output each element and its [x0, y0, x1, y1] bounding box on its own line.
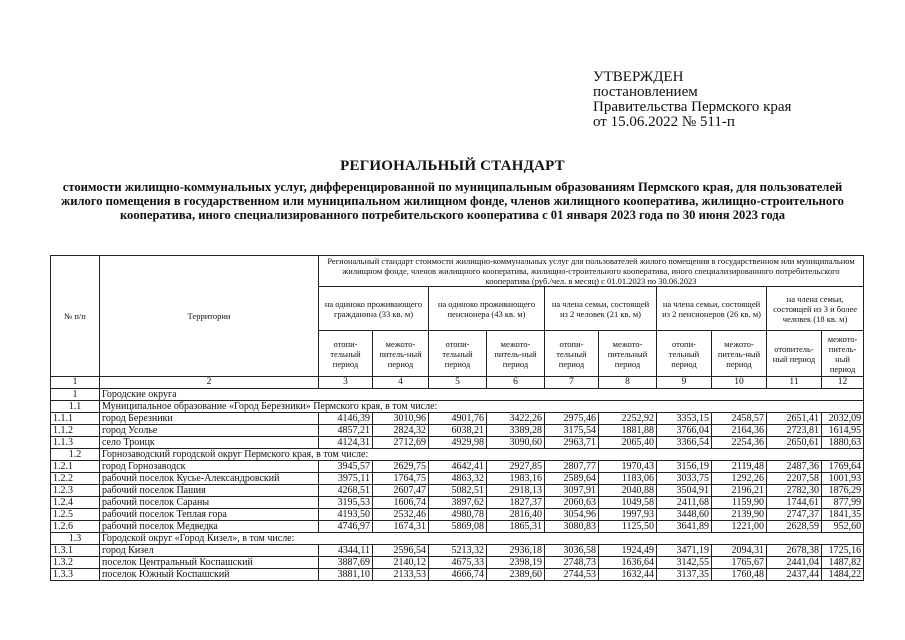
row-index: 1.2.6	[51, 521, 100, 533]
value-cell: 1183,06	[599, 473, 657, 485]
value-cell: 2458,57	[712, 413, 767, 425]
value-cell: 1827,37	[487, 497, 545, 509]
value-cell: 5869,08	[429, 521, 487, 533]
value-cell: 2119,48	[712, 461, 767, 473]
row-index: 1.1	[51, 401, 100, 413]
row-territory: город Кизел	[100, 545, 319, 557]
table-row	[51, 461, 864, 473]
value-cell: 4746,97	[319, 521, 373, 533]
row-index: 1.3	[51, 533, 100, 545]
value-cell: 2139,90	[712, 509, 767, 521]
header-period: отопитель-ный период	[767, 331, 822, 377]
table-row	[51, 485, 864, 497]
value-cell: 3090,60	[487, 437, 545, 449]
value-cell: 1983,16	[487, 473, 545, 485]
row-territory: рабочий поселок Теплая гора	[100, 509, 319, 521]
column-number: 9	[657, 377, 712, 389]
value-cell: 1865,31	[487, 521, 545, 533]
table-row	[51, 509, 864, 521]
header-period: межото-пительный период	[599, 331, 657, 377]
value-cell: 2678,38	[767, 545, 822, 557]
value-cell: 1125,50	[599, 521, 657, 533]
document-title: РЕГИОНАЛЬНЫЙ СТАНДАРТ	[340, 158, 565, 174]
table-row	[51, 569, 864, 581]
value-cell: 3422,26	[487, 413, 545, 425]
value-cell: 3881,10	[319, 569, 373, 581]
header-period: межото-питель-ный период	[373, 331, 429, 377]
value-cell: 2807,77	[545, 461, 599, 473]
value-cell: 3353,15	[657, 413, 712, 425]
column-number: 4	[373, 377, 429, 389]
value-cell: 5082,51	[429, 485, 487, 497]
value-cell: 4124,31	[319, 437, 373, 449]
header-period: отопи-тельный период	[429, 331, 487, 377]
value-cell: 1760,48	[712, 569, 767, 581]
column-number: 1	[51, 377, 100, 389]
value-cell: 2782,30	[767, 485, 822, 497]
value-cell: 1614,95	[822, 425, 864, 437]
header-category: на члена семьи, состоящей из 3 и более человек (18 кв. м)	[767, 287, 864, 331]
value-cell: 2140,12	[373, 557, 429, 569]
header-period: межото-питель-ный период	[712, 331, 767, 377]
value-cell: 3033,75	[657, 473, 712, 485]
row-territory: Горнозаводский городской округ Пермского края, в том числе:	[100, 449, 864, 461]
value-cell: 2936,18	[487, 545, 545, 557]
row-index: 1.2.1	[51, 461, 100, 473]
header-category: на одиноко проживающего гражданина (33 кв. м)	[319, 287, 429, 331]
value-cell: 1997,93	[599, 509, 657, 521]
column-number: 6	[487, 377, 545, 389]
value-cell: 2032,09	[822, 413, 864, 425]
value-cell: 1159,90	[712, 497, 767, 509]
value-cell: 1841,35	[822, 509, 864, 521]
header-category: на члена семьи, состоящей из 2 пенсионеров (26 кв. м)	[657, 287, 767, 331]
value-cell: 4642,41	[429, 461, 487, 473]
value-cell: 1606,74	[373, 497, 429, 509]
value-cell: 2824,32	[373, 425, 429, 437]
header-period: отопи-тельный период	[657, 331, 712, 377]
table-row	[51, 473, 864, 485]
table-row	[51, 521, 864, 533]
value-cell: 1924,49	[599, 545, 657, 557]
row-index: 1.3.1	[51, 545, 100, 557]
value-cell: 1970,43	[599, 461, 657, 473]
value-cell: 3504,91	[657, 485, 712, 497]
row-index: 1.2.3	[51, 485, 100, 497]
table-row	[51, 437, 864, 449]
value-cell: 1876,29	[822, 485, 864, 497]
value-cell: 1221,00	[712, 521, 767, 533]
value-cell: 2744,53	[545, 569, 599, 581]
section-row	[51, 401, 864, 413]
table-row	[51, 545, 864, 557]
value-cell: 4863,32	[429, 473, 487, 485]
value-cell: 2196,21	[712, 485, 767, 497]
value-cell: 2607,47	[373, 485, 429, 497]
standard-table	[50, 255, 864, 581]
value-cell: 2596,54	[373, 545, 429, 557]
value-cell: 4193,50	[319, 509, 373, 521]
value-cell: 1744,61	[767, 497, 822, 509]
value-cell: 1001,93	[822, 473, 864, 485]
value-cell: 3156,19	[657, 461, 712, 473]
value-cell: 2650,61	[767, 437, 822, 449]
value-cell: 1765,67	[712, 557, 767, 569]
approval-stamp	[593, 70, 791, 130]
value-cell: 2589,64	[545, 473, 599, 485]
value-cell: 3137,35	[657, 569, 712, 581]
value-cell: 2252,92	[599, 413, 657, 425]
value-cell: 2816,40	[487, 509, 545, 521]
row-territory: город Березники	[100, 413, 319, 425]
header-period: межото-питель-ный период	[487, 331, 545, 377]
value-cell: 3641,89	[657, 521, 712, 533]
value-cell: 3097,91	[545, 485, 599, 497]
value-cell: 2747,37	[767, 509, 822, 521]
value-cell: 2487,36	[767, 461, 822, 473]
header-category: на члена семьи, состоящей из 2 человек (21 кв. м)	[545, 287, 657, 331]
row-index: 1.3.2	[51, 557, 100, 569]
header-category: на одиноко проживающего пенсионера (43 кв. м)	[429, 287, 545, 331]
value-cell: 4675,33	[429, 557, 487, 569]
row-territory: рабочий поселок Медведка	[100, 521, 319, 533]
header-period: межото-питель-ный период	[822, 331, 864, 377]
header-num: № п/п	[51, 256, 100, 377]
row-territory: рабочий поселок Сараны	[100, 497, 319, 509]
header-period: отопи-тельный период	[545, 331, 599, 377]
table-row	[51, 425, 864, 437]
row-index: 1.1.1	[51, 413, 100, 425]
row-index: 1.1.3	[51, 437, 100, 449]
row-index: 1	[51, 389, 100, 401]
value-cell: 2748,73	[545, 557, 599, 569]
value-cell: 2164,36	[712, 425, 767, 437]
column-number: 5	[429, 377, 487, 389]
column-number: 12	[822, 377, 864, 389]
row-index: 1.2.5	[51, 509, 100, 521]
table-row	[51, 497, 864, 509]
value-cell: 2975,46	[545, 413, 599, 425]
value-cell: 5213,32	[429, 545, 487, 557]
row-territory: рабочий поселок Пашия	[100, 485, 319, 497]
value-cell: 2040,88	[599, 485, 657, 497]
header-territory: Территории	[100, 256, 319, 377]
value-cell: 3766,04	[657, 425, 712, 437]
column-number: 8	[599, 377, 657, 389]
row-territory: Муниципальное образование «Город Березники» Пермского края, в том числе:	[100, 401, 864, 413]
table-row	[51, 557, 864, 569]
value-cell: 1487,82	[822, 557, 864, 569]
column-number: 3	[319, 377, 373, 389]
value-cell: 3471,19	[657, 545, 712, 557]
row-territory: Городские округа	[100, 389, 864, 401]
row-territory: город Усолье	[100, 425, 319, 437]
row-index: 1.2.2	[51, 473, 100, 485]
row-territory: село Троицк	[100, 437, 319, 449]
value-cell: 1292,26	[712, 473, 767, 485]
row-index: 1.1.2	[51, 425, 100, 437]
row-territory: поселок Центральный Коспашский	[100, 557, 319, 569]
row-territory: поселок Южный Коспашский	[100, 569, 319, 581]
row-index: 1.2	[51, 449, 100, 461]
column-number: 7	[545, 377, 599, 389]
value-cell: 3448,60	[657, 509, 712, 521]
row-territory: рабочий поселок Кусье-Александровский	[100, 473, 319, 485]
value-cell: 877,99	[822, 497, 864, 509]
value-cell: 1632,44	[599, 569, 657, 581]
value-cell: 1636,64	[599, 557, 657, 569]
value-cell: 2389,60	[487, 569, 545, 581]
value-cell: 2441,04	[767, 557, 822, 569]
value-cell: 4666,74	[429, 569, 487, 581]
value-cell: 3175,54	[545, 425, 599, 437]
value-cell: 4901,76	[429, 413, 487, 425]
value-cell: 4980,78	[429, 509, 487, 521]
row-index: 1.2.4	[51, 497, 100, 509]
section-row	[51, 389, 864, 401]
value-cell: 4344,11	[319, 545, 373, 557]
approval-line-2: постановлением	[593, 84, 698, 100]
value-cell: 2398,19	[487, 557, 545, 569]
value-cell: 3142,55	[657, 557, 712, 569]
value-cell: 3975,11	[319, 473, 373, 485]
value-cell: 4929,98	[429, 437, 487, 449]
approval-line-1: УТВЕРЖДЕН	[593, 69, 684, 85]
section-row	[51, 533, 864, 545]
row-territory: Городской округ «Город Кизел», в том числе:	[100, 533, 864, 545]
value-cell: 2254,36	[712, 437, 767, 449]
value-cell: 3897,62	[429, 497, 487, 509]
column-number: 2	[100, 377, 319, 389]
value-cell: 3010,96	[373, 413, 429, 425]
value-cell: 1725,16	[822, 545, 864, 557]
value-cell: 3080,83	[545, 521, 599, 533]
value-cell: 1049,58	[599, 497, 657, 509]
value-cell: 3945,57	[319, 461, 373, 473]
column-number: 10	[712, 377, 767, 389]
value-cell: 4857,21	[319, 425, 373, 437]
value-cell: 2927,85	[487, 461, 545, 473]
value-cell: 2411,68	[657, 497, 712, 509]
value-cell: 3036,58	[545, 545, 599, 557]
value-cell: 3887,69	[319, 557, 373, 569]
value-cell: 2060,63	[545, 497, 599, 509]
column-number: 11	[767, 377, 822, 389]
value-cell: 1880,63	[822, 437, 864, 449]
value-cell: 2133,53	[373, 569, 429, 581]
value-cell: 4146,39	[319, 413, 373, 425]
value-cell: 2532,46	[373, 509, 429, 521]
value-cell: 6038,21	[429, 425, 487, 437]
value-cell: 3195,53	[319, 497, 373, 509]
approval-line-4: от 15.06.2022 № 511-п	[593, 114, 735, 130]
value-cell: 2723,81	[767, 425, 822, 437]
row-index: 1.3.3	[51, 569, 100, 581]
value-cell: 2712,69	[373, 437, 429, 449]
value-cell: 2651,41	[767, 413, 822, 425]
table-row	[51, 413, 864, 425]
section-row	[51, 449, 864, 461]
value-cell: 2629,75	[373, 461, 429, 473]
value-cell: 1484,22	[822, 569, 864, 581]
value-cell: 1881,88	[599, 425, 657, 437]
header-main: Региональный стандарт стоимости жилищно-коммунальных услуг для пользователей жилого помещения в государственном или муниципальном жилищном фонде, членов жилищного кооператива, жилищно-строительного кооператива, иного специализированного потребительского кооператива (руб./чел. в месяц) с 01.01.2023 по 30.06.2023	[319, 256, 864, 287]
value-cell: 2094,31	[712, 545, 767, 557]
header-period: отопи-тельный период	[319, 331, 373, 377]
value-cell: 4268,51	[319, 485, 373, 497]
value-cell: 1764,75	[373, 473, 429, 485]
value-cell: 2918,13	[487, 485, 545, 497]
value-cell: 3389,28	[487, 425, 545, 437]
value-cell: 3054,96	[545, 509, 599, 521]
value-cell: 2207,58	[767, 473, 822, 485]
value-cell: 1674,31	[373, 521, 429, 533]
value-cell: 1769,64	[822, 461, 864, 473]
value-cell: 2065,40	[599, 437, 657, 449]
document-subtitle: стоимости жилищно-коммунальных услуг, дифференцированной по муниципальным образованиям Пермского края, для пользователей жилого помещения в государственном или муниципальном жилищном фонде, членов жилищного кооператива, жилищно-строительного кооператива, иного специализированного потребительского кооператива с 01 января 2023 года по 30 июня 2023 года	[61, 180, 844, 222]
value-cell: 2437,44	[767, 569, 822, 581]
value-cell: 2963,71	[545, 437, 599, 449]
value-cell: 3366,54	[657, 437, 712, 449]
row-territory: город Горнозаводск	[100, 461, 319, 473]
approval-line-3: Правительства Пермского края	[593, 99, 792, 115]
value-cell: 952,60	[822, 521, 864, 533]
value-cell: 2628,59	[767, 521, 822, 533]
